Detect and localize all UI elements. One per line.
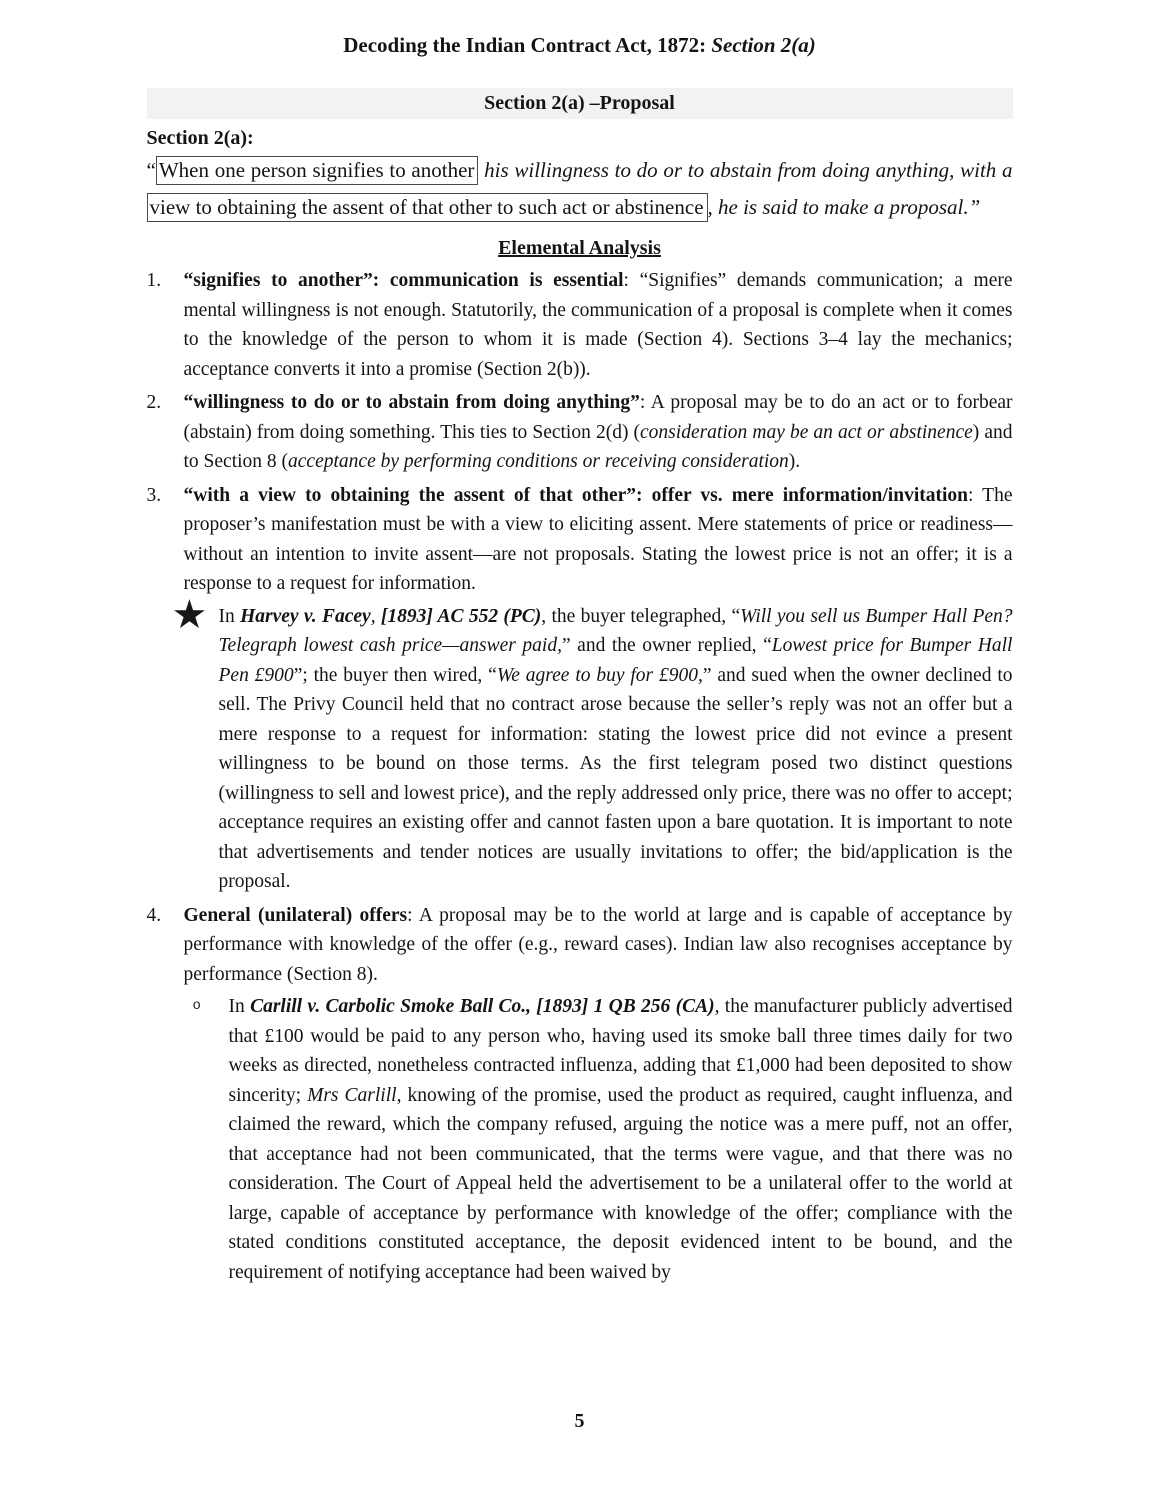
text-run: Decoding the Indian Contract Act, 1872: (343, 33, 712, 57)
section-title-bar (147, 88, 1013, 119)
text-run: , the manufacturer publicly advertised that £100 would be paid to any person who, having used its smoke ball three times daily for two weeks as directed, nonetheless contracted influenza, adding that £1,000 had been deposited to show sincerity; (228, 996, 1013, 1106)
statute-quote-paragraph (147, 152, 1013, 226)
text-run: In (218, 605, 241, 627)
text-run: General (unilateral) offers (183, 904, 408, 926)
case-note-harvey-v-facey (147, 591, 1013, 897)
analysis-item-3 (147, 481, 1013, 599)
text-run: Will you sell us Bumper Hall Pen? Telegraph lowest cash price—answer paid, (218, 605, 1013, 656)
analysis-item-1 (147, 266, 1013, 384)
circle-bullet-icon: o (192, 998, 201, 1014)
text-run: : A proposal may be to the world at large and is capable of acceptance by performance with knowledge of the offer (e.g., reward cases). Indian law also recognises acceptance by performance (Section 8). (183, 904, 1013, 985)
text-run: When one person signifies to another (156, 156, 479, 185)
text-run: ” and sued when the owner declined to sell. The Privy Council held that no contract arose because the seller’s reply was not an offer but a mere response to a request for information: stating the lowest price did not evince a present willingness to be bound on those terms. As the first telegram posed two distinct questions (willingness to sell and lowest price), and the reply addressed only price, there was no offer to accept; acceptance requires an existing offer and cannot fasten upon a bare quotation. It is important to note that advertisements and tender notices are usually invitations to offer; the bid/application is the proposal. (218, 664, 1013, 892)
text-run: , he is said to make a proposal (707, 195, 964, 219)
item-number: 1. (146, 270, 162, 291)
text-run: Mrs Carlill (307, 1084, 397, 1106)
analysis-item-4 (147, 901, 1013, 990)
text-run: consideration may be an act or abstinence (640, 421, 973, 443)
text-run: Section 2(a) (711, 33, 816, 57)
text-run: .” (963, 195, 981, 219)
star-bullet-icon: ★ (171, 591, 208, 637)
item-number: 2. (146, 392, 162, 413)
analysis-heading: Elemental Analysis (498, 237, 661, 259)
text-run: ”; the buyer then wired, “ (293, 664, 497, 686)
section-bar-title: Section 2(a) –Proposal (484, 92, 675, 114)
item-number: 4. (146, 904, 162, 926)
text-run: ” and the owner replied, “ (561, 635, 772, 656)
text-run: : A proposal may be to do an act or to forbear (abstain) from doing something. This ties to Section 2(d) ( (183, 392, 1013, 443)
item-text (184, 266, 1013, 384)
text-run: : The proposer’s manifestation must be with a view to eliciting assent. Mere statements of price or readiness—without an intention to invite assent—are not proposals. Stating the lowest price is not an offer; it is a response to a request for information. (183, 484, 1013, 594)
text-run: In (228, 996, 251, 1017)
item-text (184, 388, 1013, 477)
text-run: ). (788, 451, 801, 472)
page-header-title (147, 33, 1013, 57)
page-number: 5 (0, 1410, 1159, 1433)
text-run: his willingness to do or to abstain from doing anything, with a (478, 158, 1013, 182)
case-note-text (219, 602, 1013, 897)
text-run: : “Signifies” demands communication; a mere mental willingness is not enough. Statutorily, the communication of a proposal is complete when it comes to the knowledge of the person to whom it is made (Section 4). Sections 3–4 lay the mechanics; acceptance converts it into a promise (Section 2(b)). (183, 270, 1013, 380)
text-run: , the buyer telegraphed, “ (541, 605, 741, 627)
text-run: ) and to Section 8 ( (183, 421, 1013, 472)
case-note-text (229, 992, 1013, 1287)
item-number: 3. (146, 484, 162, 506)
definition-label: Section 2(a): (146, 127, 254, 149)
text-run: , knowing of the promise, used the product as required, caught influenza, and claimed the reward, which the company refused, arguing the notice was a mere puff, not an offer, that acceptance had not been communicated, that the terms were vague, and that there was no consideration. The Court of Appeal held the advertisement to be a unilateral offer to the world at large, capable of acceptance by performance with knowledge of the offer; compliance with the stated conditions constituted acceptance, the deposit evidenced intent to be bound, and the requirement of notifying acceptance had been waived by (228, 1084, 1013, 1283)
text-run: “with a view to obtaining the assent of that other”: offer vs. mere information/​invitation (183, 484, 968, 506)
item-text (184, 901, 1013, 990)
text-run: “ (146, 158, 156, 182)
text-run: acceptance by performing conditions or receiving consideration (288, 451, 789, 472)
text-run: , (370, 605, 381, 627)
text-run: We agree to buy for £900, (496, 664, 703, 686)
text-run: view to obtaining the assent of that other to such act or abstinence (147, 193, 708, 222)
item-text (184, 481, 1013, 599)
text-run: Carlill v. Carbolic Smoke Ball Co., [1893] 1 QB 256 (CA) (250, 996, 715, 1017)
text-run: Lowest price for Bumper Hall Pen £900 (218, 635, 1013, 686)
text-run: Harvey v. Facey (240, 605, 371, 627)
text-run: “willingness to do or to abstain from doing anything” (183, 392, 640, 413)
analysis-list (147, 266, 1013, 1287)
case-note-carlill-v-carbolic (147, 992, 1013, 1287)
text-run: “signifies to another”: communication is essential (183, 270, 624, 291)
analysis-item-2 (147, 388, 1013, 477)
text-run: [1893] AC 552 (PC) (380, 605, 542, 627)
page-content-column (147, 0, 1013, 1287)
